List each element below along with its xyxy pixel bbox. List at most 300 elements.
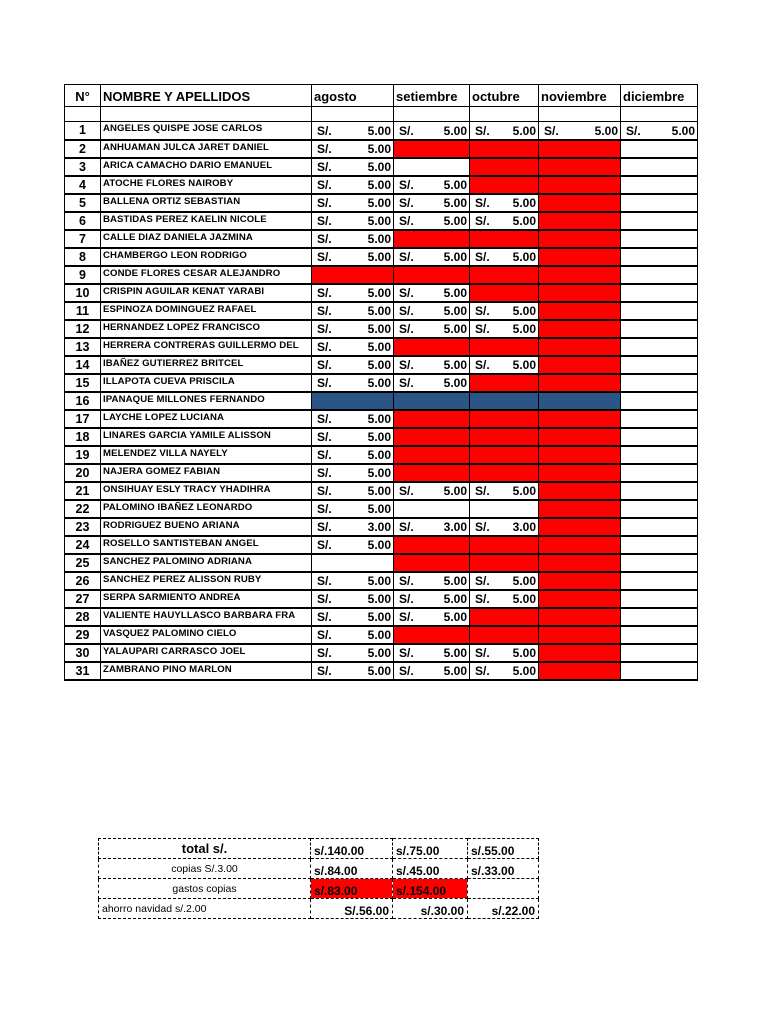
currency-label: S/. (475, 591, 490, 606)
summary-body (99, 839, 539, 919)
table-row (65, 590, 698, 608)
table-row (65, 482, 698, 500)
table-row (65, 518, 698, 536)
payment-amount: 5.00 (443, 663, 467, 678)
currency-label: S/. (317, 177, 332, 192)
currency-label: S/. (399, 321, 414, 336)
currency-label: S/. (317, 375, 332, 390)
student-name: VASQUEZ PALOMINO CIELO (101, 626, 312, 644)
payment-amount: 5.00 (367, 339, 391, 354)
header-row (65, 85, 698, 107)
student-name: YALAUPARI CARRASCO JOEL (101, 644, 312, 662)
student-name: ESPINOZA DOMINGUEZ RAFAEL (101, 302, 312, 320)
header-month-setiembre: setiembre (394, 85, 470, 107)
payment-cell (470, 248, 539, 266)
unpaid-cell (394, 410, 470, 428)
unpaid-cell (394, 446, 470, 464)
payment-cell (312, 446, 394, 464)
unpaid-cell (539, 302, 621, 320)
currency-label: S/. (317, 303, 332, 318)
currency-label: S/. (317, 573, 332, 588)
currency-label: S/. (317, 195, 332, 210)
payment-amount: 5.00 (367, 375, 391, 390)
payment-cell (394, 122, 470, 140)
empty-cell (621, 248, 698, 266)
payment-cell (312, 464, 394, 482)
payment-cell (312, 212, 394, 230)
payment-amount: 5.00 (367, 123, 391, 138)
payment-cell (470, 302, 539, 320)
table-body (65, 85, 698, 680)
row-number: 26 (65, 572, 101, 590)
payment-amount: 5.00 (512, 321, 536, 336)
payment-cell (394, 212, 470, 230)
student-name: NAJERA GOMEZ FABIAN (101, 464, 312, 482)
row-number: 11 (65, 302, 101, 320)
unpaid-cell (394, 140, 470, 158)
header-month-diciembre: diciembre (621, 85, 698, 107)
empty-cell (621, 356, 698, 374)
payment-amount: 5.00 (443, 591, 467, 606)
payment-cell (312, 608, 394, 626)
payment-cell (312, 572, 394, 590)
currency-label: S/. (626, 123, 641, 138)
table-row (65, 320, 698, 338)
unpaid-cell (312, 266, 394, 284)
empty-cell (470, 107, 539, 122)
empty-cell (621, 482, 698, 500)
currency-label: S/. (399, 285, 414, 300)
payment-amount: 5.00 (367, 429, 391, 444)
payment-amount: 5.00 (512, 591, 536, 606)
empty-cell (621, 302, 698, 320)
empty-cell (394, 107, 470, 122)
payment-cell (394, 518, 470, 536)
empty-cell (621, 572, 698, 590)
student-name: ATOCHE FLORES NAIROBY (101, 176, 312, 194)
unpaid-cell (470, 608, 539, 626)
unpaid-cell (539, 662, 621, 680)
payment-amount: 5.00 (443, 123, 467, 138)
currency-label: S/. (317, 429, 332, 444)
header-number: N° (65, 85, 101, 107)
payment-cell (394, 284, 470, 302)
payment-cell (394, 176, 470, 194)
summary-value (468, 879, 539, 899)
payment-amount: 5.00 (443, 573, 467, 588)
currency-label: S/. (399, 573, 414, 588)
empty-cell (539, 107, 621, 122)
empty-cell (621, 626, 698, 644)
payment-amount: 5.00 (367, 195, 391, 210)
unpaid-cell (539, 320, 621, 338)
unpaid-cell (539, 410, 621, 428)
header-name: NOMBRE Y APELLIDOS (101, 85, 312, 107)
currency-label: S/. (317, 285, 332, 300)
payment-cell (312, 158, 394, 176)
empty-cell (65, 107, 101, 122)
student-name: HERRERA CONTRERAS GUILLERMO DEL (101, 338, 312, 356)
row-number: 2 (65, 140, 101, 158)
student-name: LAYCHE LOPEZ LUCIANA (101, 410, 312, 428)
student-name: IBAÑEZ GUTIERREZ BRITCEL (101, 356, 312, 374)
table-row (65, 194, 698, 212)
unpaid-cell (470, 338, 539, 356)
row-number: 7 (65, 230, 101, 248)
payment-amount: 5.00 (512, 213, 536, 228)
summary-label: gastos copias (99, 879, 311, 899)
summary-value: s/.45.00 (393, 859, 468, 879)
payment-amount: 5.00 (367, 627, 391, 642)
currency-label: S/. (399, 663, 414, 678)
summary-value: S/.56.00 (311, 899, 393, 919)
payment-amount: 5.00 (443, 213, 467, 228)
payment-amount: 5.00 (367, 411, 391, 426)
empty-cell (621, 392, 698, 410)
payment-cell (470, 122, 539, 140)
table-row (65, 158, 698, 176)
unpaid-cell (539, 446, 621, 464)
payment-cell (539, 122, 621, 140)
student-name: VALIENTE HAUYLLASCO BARBARA FRA (101, 608, 312, 626)
table-row (65, 374, 698, 392)
table-row (65, 500, 698, 518)
payment-amount: 5.00 (367, 645, 391, 660)
payment-cell (312, 626, 394, 644)
payment-cell (312, 284, 394, 302)
payment-amount: 5.00 (367, 249, 391, 264)
table-row (65, 122, 698, 140)
row-number: 27 (65, 590, 101, 608)
payment-cell (312, 518, 394, 536)
student-name: CHAMBERGO LEON RODRIGO (101, 248, 312, 266)
unpaid-cell (470, 176, 539, 194)
row-number: 16 (65, 392, 101, 410)
payment-cell (312, 302, 394, 320)
student-name: BALLENA ORTIZ SEBASTIAN (101, 194, 312, 212)
unpaid-cell (539, 176, 621, 194)
table-row (65, 662, 698, 680)
payment-amount: 5.00 (367, 447, 391, 462)
table-row (65, 464, 698, 482)
payment-cell (394, 356, 470, 374)
unpaid-cell (470, 536, 539, 554)
currency-label: S/. (475, 213, 490, 228)
currency-label: S/. (317, 483, 332, 498)
unpaid-cell (394, 626, 470, 644)
unpaid-cell (539, 212, 621, 230)
currency-label: S/. (399, 177, 414, 192)
payment-cell (394, 572, 470, 590)
currency-label: S/. (317, 321, 332, 336)
payment-cell (312, 320, 394, 338)
unpaid-cell (394, 428, 470, 446)
unpaid-cell (470, 464, 539, 482)
empty-cell (621, 158, 698, 176)
currency-label: S/. (317, 519, 332, 534)
unpaid-cell (470, 554, 539, 572)
payment-amount: 5.00 (367, 465, 391, 480)
payment-amount: 3.00 (367, 519, 391, 534)
payment-cell (312, 374, 394, 392)
unpaid-cell (470, 446, 539, 464)
row-number: 30 (65, 644, 101, 662)
currency-label: S/. (475, 195, 490, 210)
summary-row-total (99, 839, 539, 859)
currency-label: S/. (475, 483, 490, 498)
summary-value: s/.154.00 (393, 879, 468, 899)
currency-label: S/. (399, 123, 414, 138)
row-number: 22 (65, 500, 101, 518)
payment-amount: 5.00 (443, 609, 467, 624)
currency-label: S/. (317, 465, 332, 480)
empty-cell (394, 500, 470, 518)
payment-cell (394, 608, 470, 626)
payment-cell (312, 356, 394, 374)
row-number: 19 (65, 446, 101, 464)
payment-amount: 5.00 (367, 321, 391, 336)
currency-label: S/. (399, 591, 414, 606)
student-name: SANCHEZ PEREZ ALISSON RUBY (101, 572, 312, 590)
currency-label: S/. (399, 195, 414, 210)
empty-cell (621, 176, 698, 194)
student-name: BASTIDAS PEREZ KAELIN NICOLE (101, 212, 312, 230)
header-month-agosto: agosto (312, 85, 394, 107)
table-row (65, 140, 698, 158)
payment-amount: 5.00 (367, 591, 391, 606)
student-name: ROSELLO SANTISTEBAN ANGEL (101, 536, 312, 554)
student-name: CALLE DIAZ DANIELA JAZMINA (101, 230, 312, 248)
empty-cell (621, 464, 698, 482)
table-row (65, 644, 698, 662)
payment-cell (470, 194, 539, 212)
payment-amount: 5.00 (512, 483, 536, 498)
payment-amount: 5.00 (443, 285, 467, 300)
unpaid-cell (539, 500, 621, 518)
payment-amount: 3.00 (443, 519, 467, 534)
summary-label: copias S/.3.00 (99, 859, 311, 879)
payment-cell (470, 644, 539, 662)
payment-cell (312, 338, 394, 356)
unpaid-cell (539, 356, 621, 374)
header-month-octubre: octubre (470, 85, 539, 107)
payment-amount: 5.00 (512, 357, 536, 372)
unpaid-cell (539, 608, 621, 626)
student-name: ILLAPOTA CUEVA PRISCILA (101, 374, 312, 392)
payment-amount: 5.00 (367, 213, 391, 228)
empty-cell (621, 338, 698, 356)
table-row (65, 608, 698, 626)
spacer-row (65, 107, 698, 122)
payment-amount: 5.00 (512, 249, 536, 264)
row-number: 25 (65, 554, 101, 572)
row-number: 31 (65, 662, 101, 680)
student-name: LINARES GARCIA YAMILE ALISSON (101, 428, 312, 446)
summary-row-gastos (99, 879, 539, 899)
row-number: 17 (65, 410, 101, 428)
payment-amount: 5.00 (367, 537, 391, 552)
payment-cell (470, 356, 539, 374)
currency-label: S/. (475, 321, 490, 336)
currency-label: S/. (475, 303, 490, 318)
payment-amount: 5.00 (512, 195, 536, 210)
table-row (65, 572, 698, 590)
unpaid-cell (539, 374, 621, 392)
table-row (65, 266, 698, 284)
payment-amount: 5.00 (443, 303, 467, 318)
payment-amount: 5.00 (367, 285, 391, 300)
student-name: IPANAQUE MILLONES FERNANDO (101, 392, 312, 410)
empty-cell (621, 590, 698, 608)
empty-cell (621, 536, 698, 554)
unpaid-cell (539, 644, 621, 662)
payment-cell (312, 536, 394, 554)
payment-cell (312, 230, 394, 248)
unpaid-cell (394, 266, 470, 284)
payment-amount: 3.00 (512, 519, 536, 534)
payment-cell (312, 410, 394, 428)
empty-cell (621, 212, 698, 230)
summary-label: ahorro navidad s/.2.00 (99, 899, 311, 919)
payment-amount: 5.00 (367, 177, 391, 192)
student-name: ANHUAMAN JULCA JARET DANIEL (101, 140, 312, 158)
payment-amount: 5.00 (443, 483, 467, 498)
payment-cell (312, 140, 394, 158)
row-number: 3 (65, 158, 101, 176)
summary-value: s/.33.00 (468, 859, 539, 879)
currency-label: S/. (399, 645, 414, 660)
table-row (65, 248, 698, 266)
header-month-noviembre: noviembre (539, 85, 621, 107)
student-name: ONSIHUAY ESLY TRACY YHADIHRA (101, 482, 312, 500)
payment-cell (470, 572, 539, 590)
currency-label: S/. (317, 591, 332, 606)
empty-cell (621, 266, 698, 284)
currency-label: S/. (317, 123, 332, 138)
payment-amount: 5.00 (671, 123, 695, 138)
payment-cell (394, 644, 470, 662)
currency-label: S/. (399, 609, 414, 624)
currency-label: S/. (475, 357, 490, 372)
empty-cell (621, 230, 698, 248)
empty-cell (621, 410, 698, 428)
payment-cell (312, 590, 394, 608)
currency-label: S/. (475, 573, 490, 588)
payment-cell (470, 320, 539, 338)
table-row (65, 356, 698, 374)
payment-amount: 5.00 (594, 123, 618, 138)
payment-cell (470, 482, 539, 500)
currency-label: S/. (317, 447, 332, 462)
row-number: 23 (65, 518, 101, 536)
empty-cell (470, 500, 539, 518)
payment-amount: 5.00 (443, 195, 467, 210)
payment-amount: 5.00 (367, 609, 391, 624)
unpaid-cell (470, 410, 539, 428)
empty-cell (621, 518, 698, 536)
currency-label: S/. (317, 141, 332, 156)
row-number: 12 (65, 320, 101, 338)
currency-label: S/. (317, 645, 332, 660)
row-number: 1 (65, 122, 101, 140)
payment-cell (312, 644, 394, 662)
payment-cell (312, 428, 394, 446)
payment-amount: 5.00 (367, 663, 391, 678)
row-number: 15 (65, 374, 101, 392)
currency-label: S/. (399, 357, 414, 372)
attendance-payments-table (64, 84, 698, 681)
student-name: ZAMBRANO PINO MARLON (101, 662, 312, 680)
payment-amount: 5.00 (443, 177, 467, 192)
summary-value: s/.140.00 (311, 839, 393, 859)
table-row (65, 410, 698, 428)
currency-label: S/. (317, 159, 332, 174)
payment-amount: 5.00 (512, 645, 536, 660)
table-row (65, 230, 698, 248)
payment-cell (312, 500, 394, 518)
currency-label: S/. (475, 249, 490, 264)
blue-cell (394, 392, 470, 410)
unpaid-cell (470, 374, 539, 392)
unpaid-cell (539, 590, 621, 608)
table-row (65, 176, 698, 194)
unpaid-cell (470, 140, 539, 158)
payment-cell (470, 662, 539, 680)
empty-cell (621, 320, 698, 338)
payment-cell (394, 320, 470, 338)
summary-value: s/.75.00 (393, 839, 468, 859)
currency-label: S/. (317, 627, 332, 642)
currency-label: S/. (317, 501, 332, 516)
currency-label: S/. (399, 303, 414, 318)
unpaid-cell (539, 158, 621, 176)
currency-label: S/. (317, 663, 332, 678)
empty-cell (621, 554, 698, 572)
row-number: 6 (65, 212, 101, 230)
payment-amount: 5.00 (367, 573, 391, 588)
payment-amount: 5.00 (367, 357, 391, 372)
empty-cell (621, 608, 698, 626)
empty-cell (621, 428, 698, 446)
unpaid-cell (539, 482, 621, 500)
table-row (65, 446, 698, 464)
currency-label: S/. (475, 123, 490, 138)
row-number: 5 (65, 194, 101, 212)
empty-cell (621, 374, 698, 392)
row-number: 10 (65, 284, 101, 302)
payment-cell (312, 662, 394, 680)
unpaid-cell (539, 194, 621, 212)
empty-cell (621, 500, 698, 518)
table-row (65, 554, 698, 572)
student-name: ANGELES QUISPE JOSE CARLOS (101, 122, 312, 140)
row-number: 24 (65, 536, 101, 554)
payment-cell (470, 518, 539, 536)
currency-label: S/. (317, 231, 332, 246)
payment-amount: 5.00 (367, 501, 391, 516)
row-number: 13 (65, 338, 101, 356)
payment-cell (394, 590, 470, 608)
payment-cell (394, 194, 470, 212)
currency-label: S/. (317, 411, 332, 426)
table-row (65, 302, 698, 320)
blue-cell (470, 392, 539, 410)
unpaid-cell (470, 284, 539, 302)
payment-amount: 5.00 (443, 375, 467, 390)
unpaid-cell (539, 428, 621, 446)
payment-cell (394, 302, 470, 320)
unpaid-cell (470, 230, 539, 248)
